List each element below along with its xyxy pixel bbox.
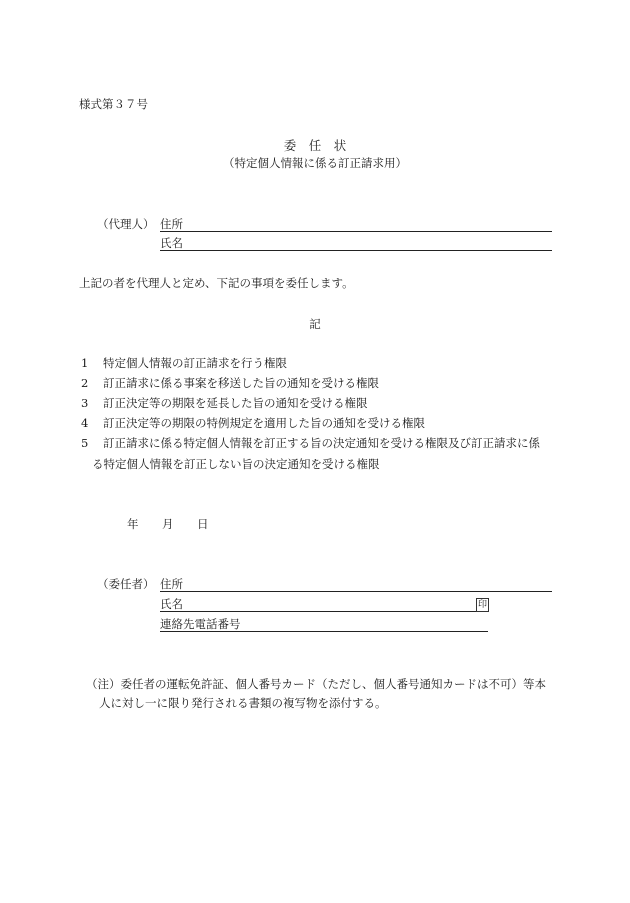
seal-mark: 印 bbox=[477, 600, 487, 610]
date-year-label: 年 bbox=[127, 517, 139, 531]
item-number: 4 bbox=[81, 416, 89, 430]
item-number: 2 bbox=[81, 376, 89, 390]
item-number: 3 bbox=[81, 396, 89, 410]
form-number: 様式第３７号 bbox=[79, 97, 148, 111]
principal-label: （委任者） bbox=[97, 577, 155, 591]
principal-name-label: 氏名 bbox=[160, 597, 183, 611]
list-item-continued: る特定個人情報を訂正しない旨の決定通知を受ける権限 bbox=[92, 457, 380, 471]
item-number: 1 bbox=[81, 356, 89, 370]
date-day-label: 日 bbox=[197, 517, 209, 531]
agent-address-field[interactable] bbox=[160, 231, 552, 232]
principal-address-field[interactable] bbox=[160, 591, 552, 592]
document-title: 委 任 状 bbox=[283, 138, 347, 153]
list-item: 訂正請求に係る特定個人情報を訂正する旨の決定通知を受ける権限及び訂正請求に係 bbox=[103, 436, 540, 450]
note-line-2: 人に対し一に限り発行される書類の複写物を添付する。 bbox=[99, 696, 387, 710]
list-item: 訂正請求に係る事案を移送した旨の通知を受ける権限 bbox=[103, 376, 379, 390]
principal-phone-field[interactable] bbox=[160, 631, 488, 632]
delegation-statement: 上記の者を代理人と定め、下記の事項を委任します。 bbox=[79, 276, 354, 290]
agent-name-label: 氏名 bbox=[160, 236, 183, 250]
list-item: 訂正決定等の期限を延長した旨の通知を受ける権限 bbox=[103, 396, 368, 410]
item-number: 5 bbox=[81, 436, 89, 450]
agent-address-label: 住所 bbox=[160, 217, 183, 231]
principal-phone-label: 連絡先電話番号 bbox=[160, 617, 241, 631]
principal-name-field[interactable] bbox=[160, 611, 488, 612]
agent-name-field[interactable] bbox=[160, 250, 552, 251]
ki-heading: 記 bbox=[309, 317, 321, 331]
agent-label: （代理人） bbox=[97, 217, 155, 231]
list-item: 特定個人情報の訂正請求を行う権限 bbox=[103, 356, 287, 370]
principal-address-label: 住所 bbox=[160, 577, 183, 591]
document-subtitle: （特定個人情報に係る訂正請求用） bbox=[223, 156, 407, 170]
list-item: 訂正決定等の期限の特例規定を適用した旨の通知を受ける権限 bbox=[103, 416, 425, 430]
note-line-1: （注）委任者の運転免許証、個人番号カード（ただし、個人番号通知カードは不可）等本 bbox=[86, 677, 546, 691]
date-month-label: 月 bbox=[162, 517, 174, 531]
